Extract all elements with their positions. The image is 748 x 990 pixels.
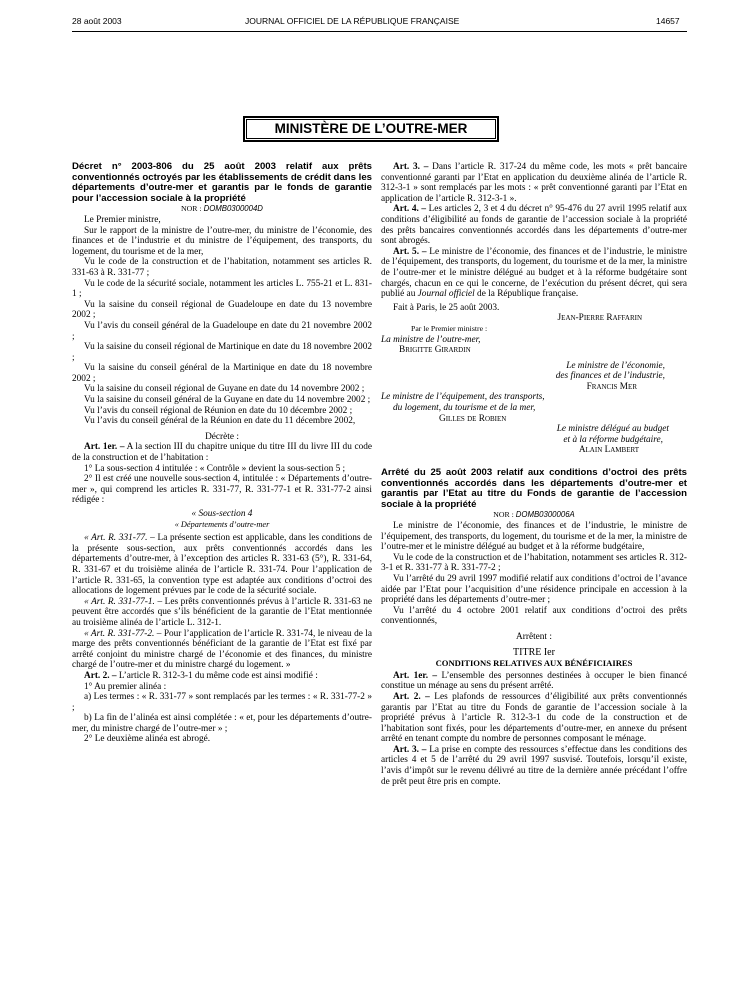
nor-code: DOMB0300004D (203, 204, 263, 214)
nor-code: DOMB0300006A (515, 510, 575, 520)
role-text: des finances et de l’industrie, (555, 371, 665, 382)
arrete-title: Arrêté du 25 août 2003 relatif aux conditions d’octroi des prêts conventionnés accordés dans les départements d’outre-mer et garantis par l’Etat au titre du Fonds de garantie de l’accession sociale à la propriété (381, 467, 687, 510)
arrete-article-2 (381, 692, 687, 745)
decret-article-4 (381, 204, 687, 246)
nor-label: NOR : (181, 204, 204, 214)
subsection-title-text: « Sous-section 4 (191, 509, 253, 519)
signature-ministre-equipement: Gilles de Robien (439, 413, 507, 424)
article-text: L’article R. 312-3-1 du même code est ainsi modifié : (116, 670, 318, 681)
article-r-331-77 (72, 533, 372, 597)
article-heading: « Art. R. 331-77. (84, 533, 148, 544)
arrete-visa: Vu le code de la construction et de l’habitation, notamment ses articles R. 312-3-1 et R. 331-77 à R. 331-77-2 ; (381, 552, 687, 574)
decret-visa: Vu la saisine du conseil général de la Guyane en date du 14 novembre 2002 ; (84, 395, 371, 406)
header-date: 28 août 2003 (72, 16, 122, 26)
article-heading: « Art. R. 331-77-2. (84, 628, 155, 639)
role-text: Le ministre délégué au budget (556, 424, 669, 435)
article-heading: Art. 1er. – (393, 670, 438, 681)
titre-subheading: CONDITIONS RELATIVES AUX BÉNÉFICIAIRES (435, 658, 633, 669)
par-premier-ministre: Par le Premier ministre : (411, 323, 488, 333)
article-heading: Art. 5. – (393, 246, 427, 257)
decret-visa: Vu le code de la sécurité sociale, notamment les articles L. 755-21 et L. 831-1 ; (72, 278, 372, 300)
decret-para: a) Les termes : « R. 331-77 » sont remplacés par les termes : « R. 331-77-2 » ; (72, 692, 372, 713)
arrete-visa: Vu l’arrêté du 29 avril 1997 modifié relatif aux conditions d’octroi de l’avance aidée par l’Etat pour l’acquisition d’une résidence principale en accession à la propriété dans les départements d’outre-mer ; (381, 573, 687, 606)
signature-ministre-economie: Francis Mer (586, 381, 637, 392)
decret-visa: Vu la saisine du conseil régional de Martinique en date du 18 novembre 2002 ; (72, 342, 372, 363)
signature-ministre-budget: Alain Lambert (578, 445, 639, 456)
article-text: A la section III du chapitre unique du titre III du livre III du code de la construction et de l’habitation : (72, 442, 372, 464)
decret-visa: Vu l’avis du conseil général de la Guadeloupe en date du 21 novembre 2002 ; (72, 320, 372, 342)
decret-visa: Vu la saisine du conseil général de la Martinique en date du 18 novembre 2002 ; (72, 363, 372, 384)
role-text: La ministre de l’outre-mer, (381, 334, 481, 345)
article-r-331-77-1 (72, 597, 372, 629)
decret-article-3 (381, 162, 687, 204)
arretent-label: Arrêtent : (516, 631, 552, 642)
subsection-subtitle-text: « Départements d’outre-mer (174, 519, 270, 529)
role-ministre-economie (381, 361, 687, 372)
arrete-article-3 (381, 745, 687, 787)
decret-para: 2° Le deuxième alinéa est abrogé. (84, 734, 211, 745)
article-heading: Art. 1er. – (84, 442, 125, 453)
role-ministre-budget (381, 424, 687, 435)
role-ministre-economie-2 (381, 371, 687, 382)
article-text: Les plafonds de ressources d’éligibilité aux prêts conventionnés garantis par l’Etat au titre du Fonds de garantie de l’accession sociale à la propriété prévus à l’article R. 312-3-1 du code de la construction et de l’habitation sont fixés, pour les départements d’outre-mer, en annexe du présent arrêté en tenant compte du nombre de personnes composant le ménage. (381, 691, 688, 745)
titre-heading: TITRE Ier (513, 646, 555, 658)
decret-nor (72, 204, 372, 215)
signature-ministre-outre-mer: Brigitte Girardin (399, 345, 471, 356)
ministry-box (243, 116, 499, 142)
decret-article-5 (381, 247, 687, 300)
arrete-article-1 (381, 671, 687, 692)
article-text: L’ensemble des personnes destinées à occuper le bien financé constitue un ménage au sens du présent arrêté. (381, 670, 687, 692)
role-ministre-equipement (381, 392, 687, 403)
left-column (72, 162, 372, 745)
decret-visa: Vu la saisine du conseil régional de Guadeloupe en date du 13 novembre 2002 ; (72, 299, 372, 321)
arrete-visa: Vu l’arrêté du 4 octobre 2001 relatif aux conditions d’octroi des prêts conventionnés, (381, 605, 687, 627)
decrete-label: Décrète : (205, 431, 239, 442)
decret-para: 1° La sous-section 4 intitulée : « Contrôle » devient la sous-section 5 ; (84, 463, 346, 474)
decret-visa: Vu l’avis du conseil général de la Réunion en date du 11 décembre 2002, (84, 416, 356, 427)
journal-officiel-text: Journal officiel (417, 289, 475, 300)
article-text: Le ministre de l’économie, des finances et de l’industrie, le ministre de l’équipement, des transports, du logement, du tourisme et de la mer, la ministre de l’outre-mer et le ministre délégué au budget et à la réforme budgétaire sont chargés, chacun en ce qui le concerne, de l’exécution du présent décret, qui sera publié au (381, 246, 688, 300)
article-heading: Art. 2. – (393, 691, 430, 702)
article-heading: « Art. R. 331-77-1. (84, 596, 155, 607)
decret-para: Le Premier ministre, (84, 214, 161, 225)
decret-para: 2° Il est créé une nouvelle sous-section 4, intitulée : « Départements d’outre-mer », qui comprend les articles R. 331-77, R. 331-77-1 et R. 331-77-2 ainsi rédigée : (72, 474, 372, 506)
signature-place-date: Fait à Paris, le 25 août 2003. (393, 302, 500, 313)
decret-article-2 (72, 671, 372, 682)
decret-article-1 (72, 442, 372, 463)
decret-para: b) La fin de l’alinéa est ainsi complétée : « et, pour les départements d’outre-mer, du ministre chargé de l’outre-mer » ; (72, 713, 372, 734)
article-text-end: de la République française. (474, 289, 579, 300)
arrete-nor (381, 510, 687, 521)
article-text: La prise en compte des ressources s’effectue dans les conditions des articles 4 et 5 de l’arrêté du 29 avril 1997 susvisé. Toutefois, lorsqu’il existe, l’avis d’impôt sur le revenu délivré au titre de la dernière année précédant l’offre de prêt peut être pris en compte. (381, 744, 687, 787)
role-text: du logement, du tourisme et de la mer, (393, 403, 536, 414)
role-text: Le ministre de l’équipement, des transports, (381, 392, 545, 403)
arrete-para: Le ministre de l’économie, des finances et de l’industrie, le ministre de l’équipement, des transports, du logement, du tourisme et de la mer, la ministre de l’outre-mer et le ministre délégué au budget et à la réforme budgétaire, (381, 521, 687, 553)
header-page-number: 14657 (656, 16, 680, 26)
decret-visa: Vu la saisine du conseil régional de Guyane en date du 14 novembre 2002 ; (84, 384, 365, 395)
decret-visa: Vu le code de la construction et de l’habitation, notamment ses articles R. 331-63 à R. 331-77 ; (72, 257, 372, 278)
subsection-title (72, 509, 372, 520)
right-column (381, 162, 687, 787)
role-text: et à la réforme budgétaire, (563, 434, 663, 445)
article-text: – La présente section est applicable, dans les conditions de la présente sous-section, aux prêts conventionnés accordés dans les départements d’outre-mer, à l’exception des articles R. 331-63 (5°), R. 331-64, R. 331-67 et du troisième alinéa de l’article R. 331-74. Pour l’application de l’article R. 331-65, la convention type est adaptée aux conditions d’octroi des allocations de logement prévues par le code de la sécurité sociale. (72, 533, 372, 597)
role-ministre-outre-mer (381, 335, 687, 346)
article-heading: Art. 2. – (84, 670, 117, 681)
subsection-subtitle (72, 520, 372, 531)
header-journal-title: JOURNAL OFFICIEL DE LA RÉPUBLIQUE FRANÇAISE (245, 16, 460, 26)
article-text: – Pour l’application de l’article R. 331-74, le niveau de la marge des prêts conventionnés bénéficiant de la garantie de l’Etat est fixé par arrêté conjoint du ministre chargé de l’économie et des finances, du ministre chargé de l’outre-mer et du ministre chargé du logement. » (72, 628, 372, 671)
article-heading: Art. 3. – (393, 162, 429, 172)
article-text: Dans l’article R. 317-24 du même code, les mots « prêt bancaire conventionné garanti par l’Etat en application du deuxième alinéa de l’article R. 312-3-1 » sont remplacés par les mots : « prêt conventionné garanti par l’Etat en application de l’article R. 312-3-1 ». (381, 162, 687, 204)
article-heading: Art. 4. – (393, 204, 427, 215)
article-heading: Art. 3. – (393, 744, 427, 755)
nor-label: NOR : (493, 510, 516, 520)
article-text: – Les prêts conventionnés prévus à l’article R. 331-63 ne peuvent être accordés que s’ils bénéficient de la garantie de l’Etat mentionnée au troisième alinéa de l’article L. 312-1. (72, 596, 372, 628)
role-text: Le ministre de l’économie, (566, 360, 665, 371)
role-ministre-equipement-2 (381, 403, 687, 414)
role-ministre-budget-2 (381, 435, 687, 446)
decret-para: 1° Au premier alinéa : (84, 681, 167, 692)
decret-para: Sur le rapport de la ministre de l’outre-mer, du ministre de l’économie, des finances et de l’industrie et du ministre de l’équipement, des transports, du logement, du tourisme et de la mer, (72, 225, 372, 257)
header-rule (72, 31, 687, 32)
signature-prime-minister: Jean-Pierre Raffarin (557, 313, 642, 324)
decret-title: Décret n° 2003-806 du 25 août 2003 relatif aux prêts conventionnés octroyés par les établissements de crédit dans les départements d’outre-mer et garantis par le fonds de garantie pour l’accession sociale à la propriété (72, 161, 372, 204)
article-r-331-77-2 (72, 629, 372, 671)
ministry-title: MINISTÈRE DE L’OUTRE-MER (246, 119, 496, 139)
page-header (0, 0, 748, 30)
decret-visa: Vu l’avis du conseil régional de Réunion en date du 10 décembre 2002 ; (84, 405, 353, 416)
article-text: Les articles 2, 3 et 4 du décret n° 95-476 du 27 avril 1995 relatif aux conditions d’éligibilité au fonds de garantie de l’accession sociale à la propriété des prêts bancaires conventionnés accordés dans les départements d’outre-mer sont abrogés. (381, 204, 687, 247)
